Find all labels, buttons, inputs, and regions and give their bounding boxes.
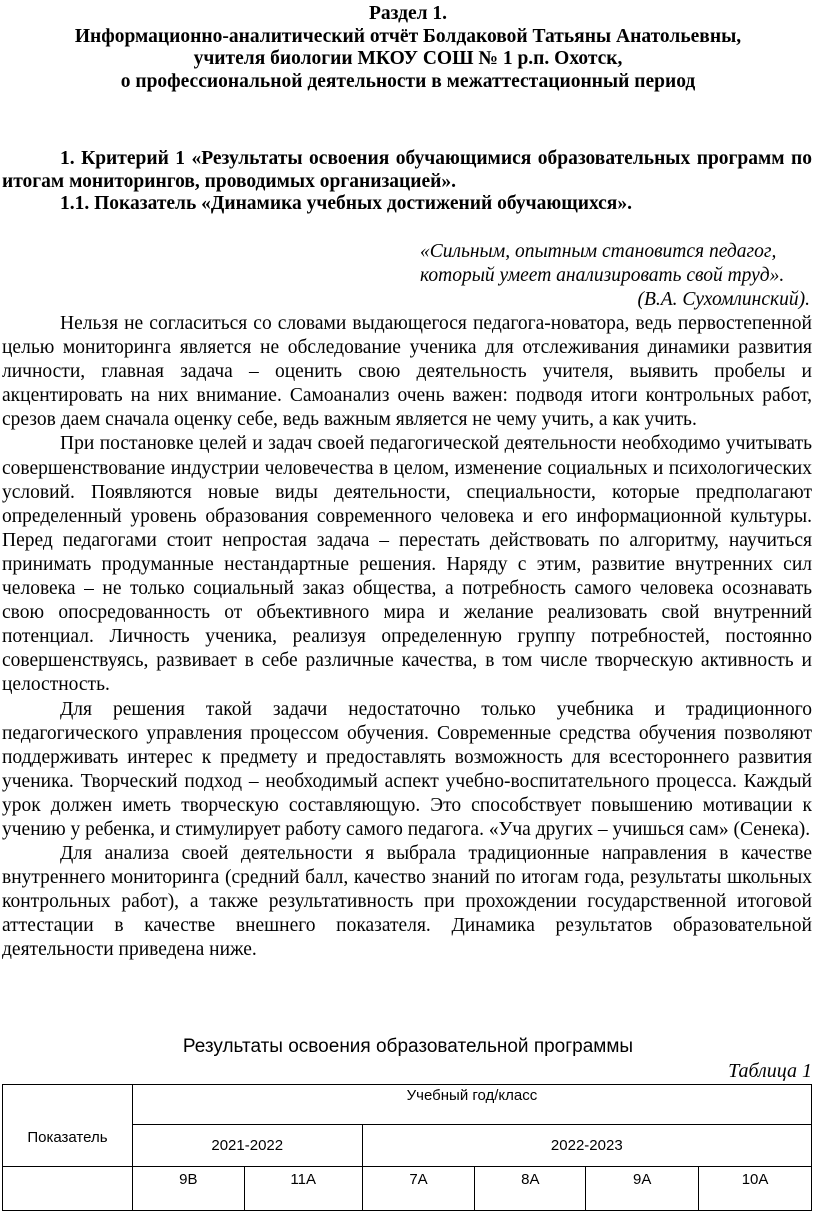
paragraph: При постановке целей и задач своей педагогической деятельности необходимо учитывать совершенствование индустрии человечества в целом, изменение социальных и психологических условий. Появляются новые виды деятельности, специальности, которые предполагают определенный уровень образования современного человека и его информационной культуры. Перед педагогами стоит непростая задача – перестать действовать по алгоритму, научиться принимать продуманные нестандартные решения. Наряду с этим, развитие внутренних сил человека – не только социальный заказ общества, а потребность самого человека осознавать свою опосредованность от объективного мира и желание реализовать свой внутренний потенциал. Личность ученика, реализуя определенную группу потребностей, постоянно совершенствуясь, развивает в себе различные качества, в том числе творческую активность и целостность.: [2, 433, 812, 696]
year-header-cell: 2021-2022: [132, 1125, 362, 1167]
indicator-text: 1.1. Показатель «Динамика учебных достижений обучающихся».: [60, 193, 632, 214]
class-header-cell: 8А: [475, 1167, 586, 1211]
criterion-text: 1. Критерий 1 «Результаты освоения обучающимися образовательных программ по итогам мониторингов, проводимых организацией».: [2, 148, 812, 192]
epigraph-line-1: «Сильным, опытным становится педагог,: [420, 241, 777, 262]
epigraph-line-2: который умеет анализировать свой труд».: [420, 265, 785, 286]
class-header-cell: 9В: [132, 1167, 244, 1211]
indicator-heading: [2, 193, 812, 216]
group-header-cell: Учебный год/класс: [132, 1085, 811, 1125]
body-text: [2, 312, 812, 963]
table-number: Таблица 1: [728, 1060, 812, 1082]
year-header-cell: 2022-2023: [362, 1125, 811, 1167]
report-subject-line: о профессиональной деятельности в межаттестационный период: [120, 70, 696, 92]
paragraph: Для анализа своей деятельности я выбрала традиционные направления в качестве внутреннего мониторинга (средний балл, качество знаний по итогам года, результаты школьных контрольных работ), а также результативность при прохождении государственной итоговой аттестации в качестве внешнего показателя. Динамика результатов образовательной деятельности приведена ниже.: [2, 843, 812, 961]
section-title: Раздел 1.: [368, 3, 448, 24]
epigraph-author: (В.А. Сухомлинский).: [637, 289, 810, 310]
report-title: Информационно-аналитический отчёт Болдаковой Татьяны Анатольевны,: [74, 25, 742, 47]
paragraph: Для решения такой задачи недостаточно только учебника и традиционного педагогического управления процессом обучения. Современные средства обучения позволяют поддерживать интерес к предмету и предоставлять возможность для всестороннего развития ученика. Творческий подход – необходимый аспект учебно-воспитательного процесса. Каждый урок должен иметь творческую составляющую. Это способствует повышению мотивации к учению у ребенка, и стимулирует работу самого педагога. «Уча других – учишься сам» (Сенека).: [2, 698, 812, 840]
class-header-cell: 7А: [362, 1167, 475, 1211]
results-table: [2, 1084, 812, 1211]
row-header-cell: Показатель: [3, 1085, 133, 1167]
table-title: Результаты освоения образовательной программы: [182, 1036, 634, 1057]
empty-cell: [3, 1167, 133, 1211]
paragraph: Нельзя не согласиться со словами выдающегося педагога-новатора, ведь первостепенной целью мониторинга является не обследование ученика для отслеживания динамики развития личности, главная задача – оценить свою деятельность учителя, выявить пробелы и акцентировать на них внимание. Самоанализ очень важен: подводя итоги контрольных работ, срезов даем сначала оценку себе, ведь важным является не чему учить, а как учить.: [2, 313, 812, 431]
report-author-line: учителя биологии МКОУ СОШ № 1 р.п. Охотск,: [193, 48, 623, 69]
document-header: [0, 3, 816, 93]
class-header-cell: 10А: [699, 1167, 812, 1211]
criterion-heading: [2, 148, 812, 193]
class-header-cell: 11А: [244, 1167, 362, 1211]
class-header-cell: 9А: [586, 1167, 699, 1211]
